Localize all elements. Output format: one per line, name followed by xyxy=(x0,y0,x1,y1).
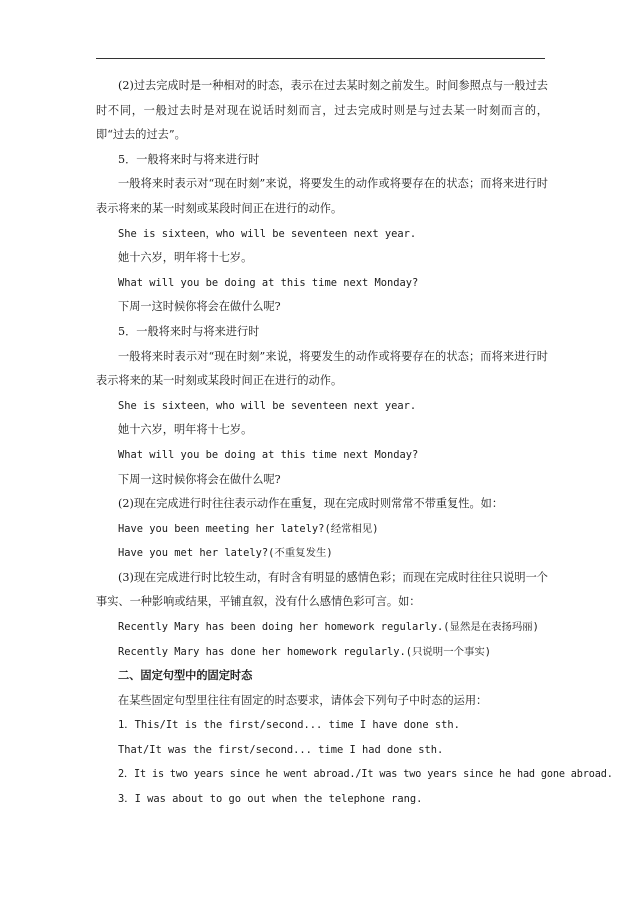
paragraph: 一般将来时表示对“现在时刻”来说，将要发生的动作或将要存在的状态；而将来进行时表示将来的某一时刻或某段时间正在进行的动作。 xyxy=(96,177,548,215)
paragraph: (2)过去完成时是一种相对的时态，表示在过去某时刻之前发生。时间参照点与一般过去时不同，一般过去时是对现在说话时刻而言，过去完成时则是与过去某一时刻而言的，即“过去的过去”。 xyxy=(96,79,548,142)
paragraph: (2)现在完成进行时往往表示动作在重复，现在完成时则常常不带重复性。如： xyxy=(118,497,504,511)
example-translation: 下周一这时候你将会在做什么呢? xyxy=(118,300,281,314)
example-sentence: Recently Mary has done her homework regularly.(只说明一个事实) xyxy=(118,645,492,658)
section-title: 二、固定句型中的固定时态 xyxy=(118,669,253,683)
example-translation: 她十六岁，明年将十七岁。 xyxy=(118,251,253,265)
example-sentence: 2．It is two years since he went abroad./It was two years since he had gone abroad. xyxy=(118,768,613,780)
example-sentence: Have you been meeting her lately?(经常相见) xyxy=(118,522,379,535)
example-sentence: What will you be doing at this time next Monday? xyxy=(118,448,419,461)
section-heading: 5．一般将来时与将来进行时 xyxy=(118,152,260,166)
paragraph: (3)现在完成进行时比较生动，有时含有明显的感情色彩；而现在完成时往往只说明一个事实、一种影响或结果，平铺直叙，没有什么感情色彩可言。如： xyxy=(96,570,548,609)
paragraph: 一般将来时表示对“现在时刻”来说，将要发生的动作或将要存在的状态；而将来进行时表示将来的某一时刻或某段时间正在进行的动作。 xyxy=(96,349,548,388)
example-sentence: 1．This/It is the first/second... time I have done sth. xyxy=(118,719,460,732)
example-sentence: 3．I was about to go out when the telephone rang. xyxy=(118,793,423,806)
example-translation: 下周一这时候你将会在做什么呢? xyxy=(118,472,281,486)
example-translation: 她十六岁，明年将十七岁。 xyxy=(118,423,253,437)
paragraph: 在某些固定句型里往往有固定的时态要求，请体会下列句子中时态的运用： xyxy=(118,693,488,707)
example-sentence: She is sixteen，who will be seventeen next year. xyxy=(118,227,417,240)
document-body xyxy=(96,74,613,812)
example-sentence: Recently Mary has been doing her homework regularly.(显然是在表扬玛丽) xyxy=(118,621,539,634)
example-sentence: Have you met her lately?(不重复发生) xyxy=(118,547,333,560)
header-rule xyxy=(96,58,545,59)
example-sentence: That/It was the first/second... time I had done sth. xyxy=(118,744,444,757)
example-sentence: She is sixteen，who will be seventeen next year. xyxy=(118,399,417,412)
section-heading: 5．一般将来时与将来进行时 xyxy=(118,324,260,338)
example-sentence: What will you be doing at this time next Monday? xyxy=(118,276,419,289)
